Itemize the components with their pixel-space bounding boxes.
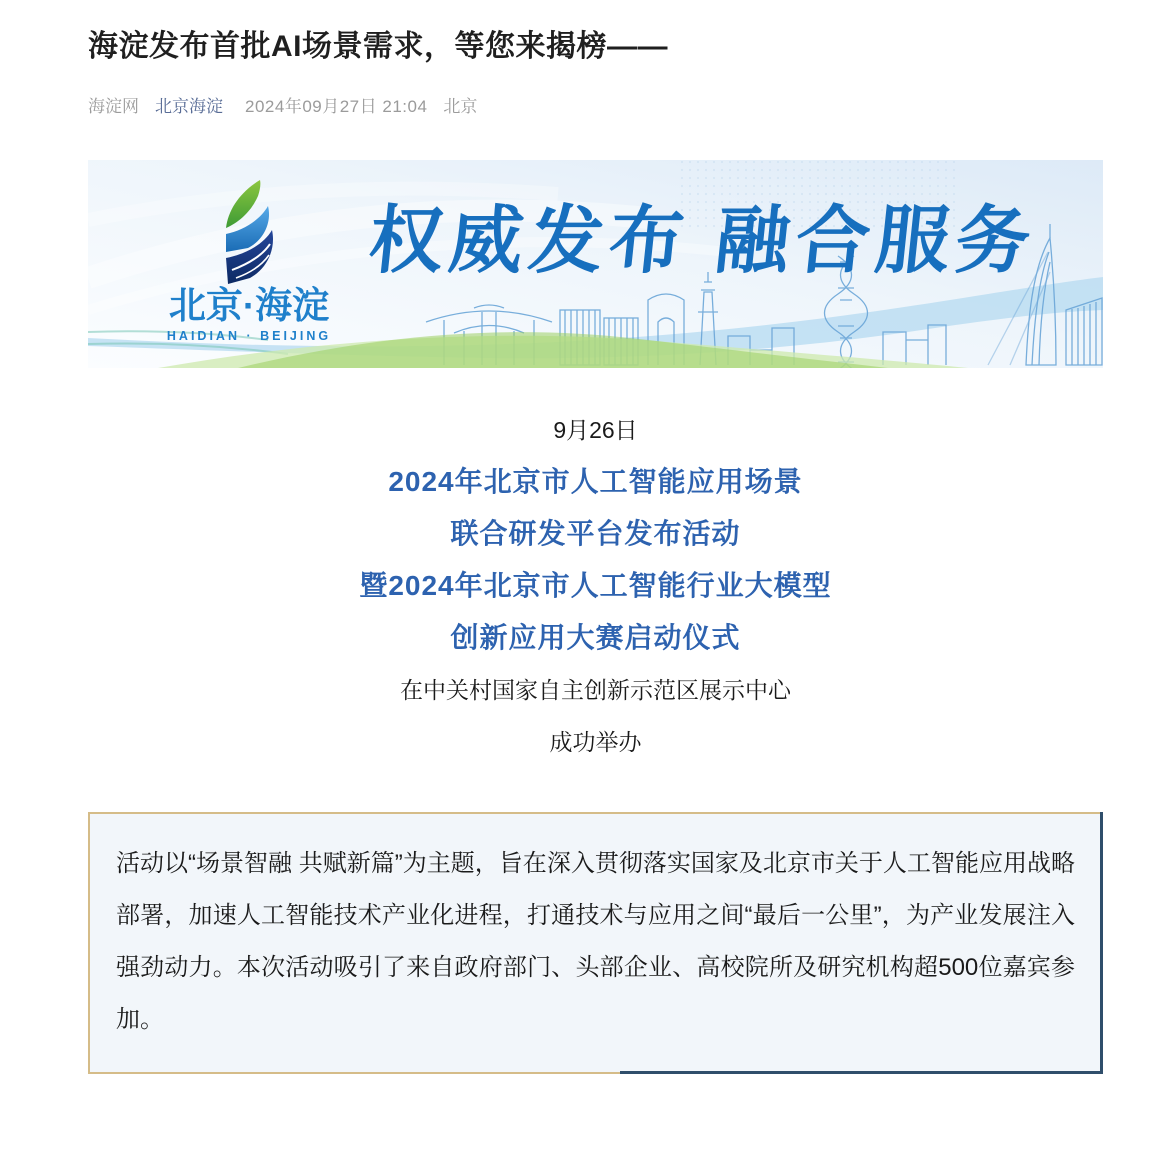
highlight-box [88,812,1103,1074]
publish-datetime: 2024年09月27日 21:04 [245,97,428,116]
slatted-hall-icon [1066,298,1102,365]
intro-line-event-4: 创新应用大赛启动仪式 [450,622,741,653]
banner-logo-cn: 北京·海淀 [168,285,330,326]
article-title: 海淀发布首批AI场景需求，等您来揭榜—— [88,30,668,63]
event-intro [88,368,1103,768]
article-meta [88,92,1103,117]
article-page [88,26,1103,1074]
highlight-text: 活动以“场景智融 共赋新篇”为主题，旨在深入贯彻落实国家及北京市关于人工智能应用战略部署，加速人工智能技术产业化进程，打通技术与应用之间“最后一公里”，为产业发展注入强劲动力。本次活动吸引了来自政府部门、头部企业、高校院所及研究机构超500位嘉宾参加。 [116,850,1075,1033]
banner-slogan: 权威发布 融合服务 [365,199,1041,282]
intro-line-event-1: 2024年北京市人工智能应用场景 [388,466,803,497]
source-label: 海淀网 [88,97,139,116]
intro-line-venue: 在中关村国家自主创新示范区展示中心 [400,677,791,703]
banner-logo-en: HAIDIAN · BEIJING [166,329,332,343]
publish-location: 北京 [443,97,478,116]
intro-line-event-3: 暨2024年北京市人工智能行业大模型 [359,570,832,601]
intro-line-result: 成功举办 [549,729,642,755]
account-link[interactable]: 北京海淀 [155,97,223,116]
banner-illustration [88,160,1103,368]
banner-image[interactable] [88,160,1103,368]
intro-line-event-2: 联合研发平台发布活动 [450,518,741,549]
intro-line-date: 9月26日 [553,417,638,443]
